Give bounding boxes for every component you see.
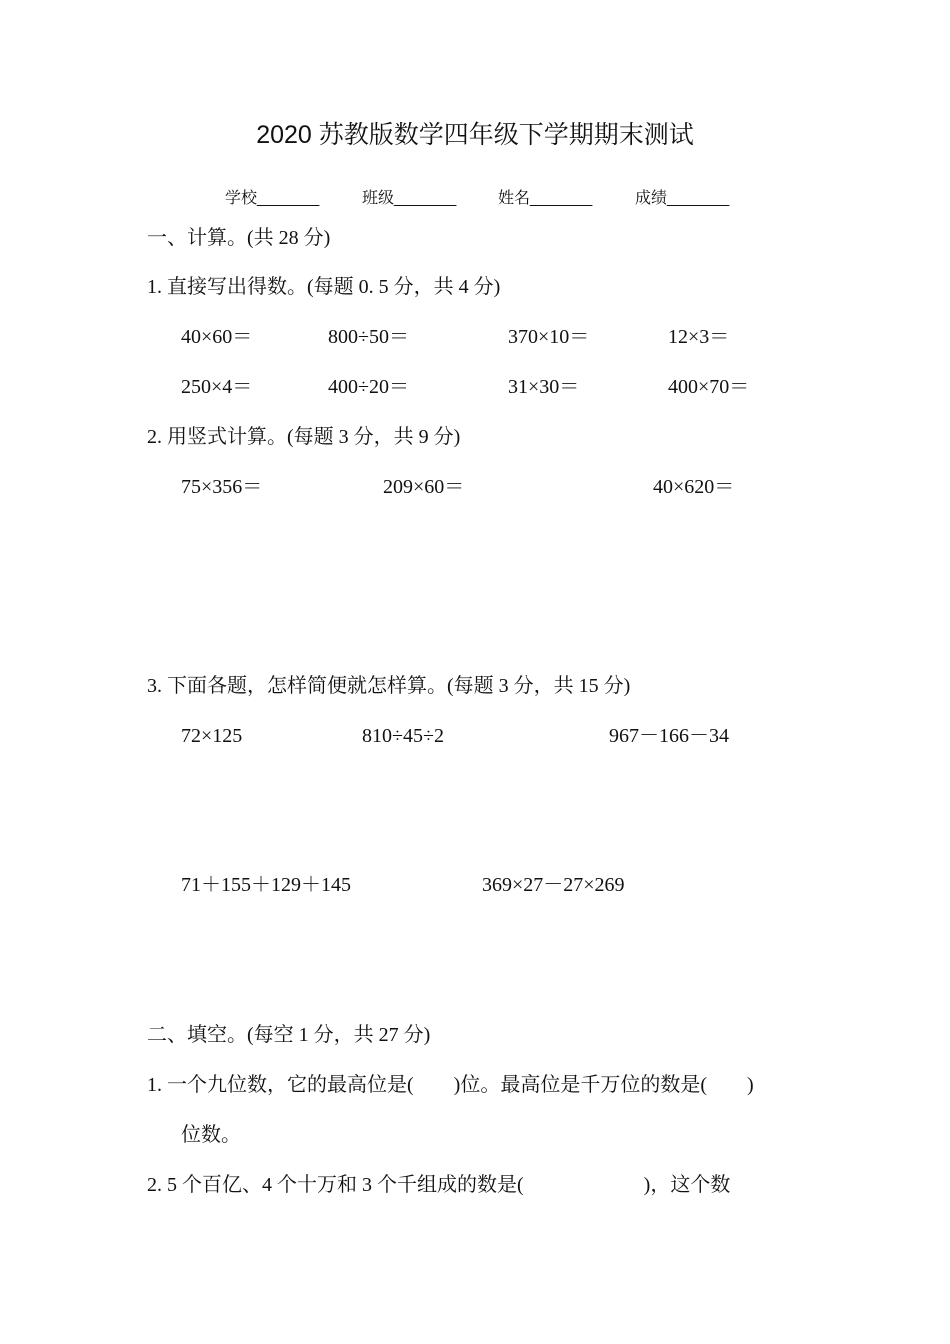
q3-item: 71＋155＋129＋145 [181, 874, 351, 896]
fill-q1-line2: 位数。 [181, 1124, 241, 1146]
q1-item: 12×3＝ [668, 326, 730, 348]
q1-item: 370×10＝ [508, 326, 590, 348]
q3-prompt: 3. 下面各题，怎样简便就怎样算。(每题 3 分，共 15 分) [147, 675, 631, 697]
class-field[interactable]: 班级_______ [362, 190, 457, 207]
q1-item: 800÷50＝ [328, 326, 409, 348]
q1-item: 400÷20＝ [328, 376, 409, 398]
q1-prompt: 1. 直接写出得数。(每题 0. 5 分，共 4 分) [147, 276, 501, 298]
name-field[interactable]: 姓名_______ [498, 190, 593, 207]
q3-item: 810÷45÷2 [362, 725, 444, 747]
q1-item: 40×60＝ [181, 326, 253, 348]
school-field[interactable]: 学校_______ [225, 190, 320, 207]
fill-q1-line1: 1. 一个九位数，它的最高位是( )位。最高位是千万位的数是( ) [147, 1074, 754, 1096]
fill-q2-line1: 2. 5 个百亿、4 个十万和 3 个千组成的数是( )，这个数 [147, 1174, 731, 1196]
page-title: 2020 苏教版数学四年级下学期期末测试 [256, 121, 694, 149]
q2-item: 40×620＝ [653, 476, 735, 498]
q2-item: 75×356＝ [181, 476, 263, 498]
q1-item: 250×4＝ [181, 376, 253, 398]
section1-heading: 一、计算。(共 28 分) [147, 227, 331, 249]
score-field[interactable]: 成绩_______ [635, 190, 730, 207]
q2-item: 209×60＝ [383, 476, 465, 498]
q3-item: 72×125 [181, 725, 243, 747]
section2-heading: 二、填空。(每空 1 分，共 27 分) [147, 1024, 431, 1046]
q3-item: 369×27－27×269 [482, 874, 625, 896]
q3-item: 967－166－34 [609, 725, 729, 747]
q2-prompt: 2. 用竖式计算。(每题 3 分，共 9 分) [147, 426, 461, 448]
q1-item: 31×30＝ [508, 376, 580, 398]
q1-item: 400×70＝ [668, 376, 750, 398]
